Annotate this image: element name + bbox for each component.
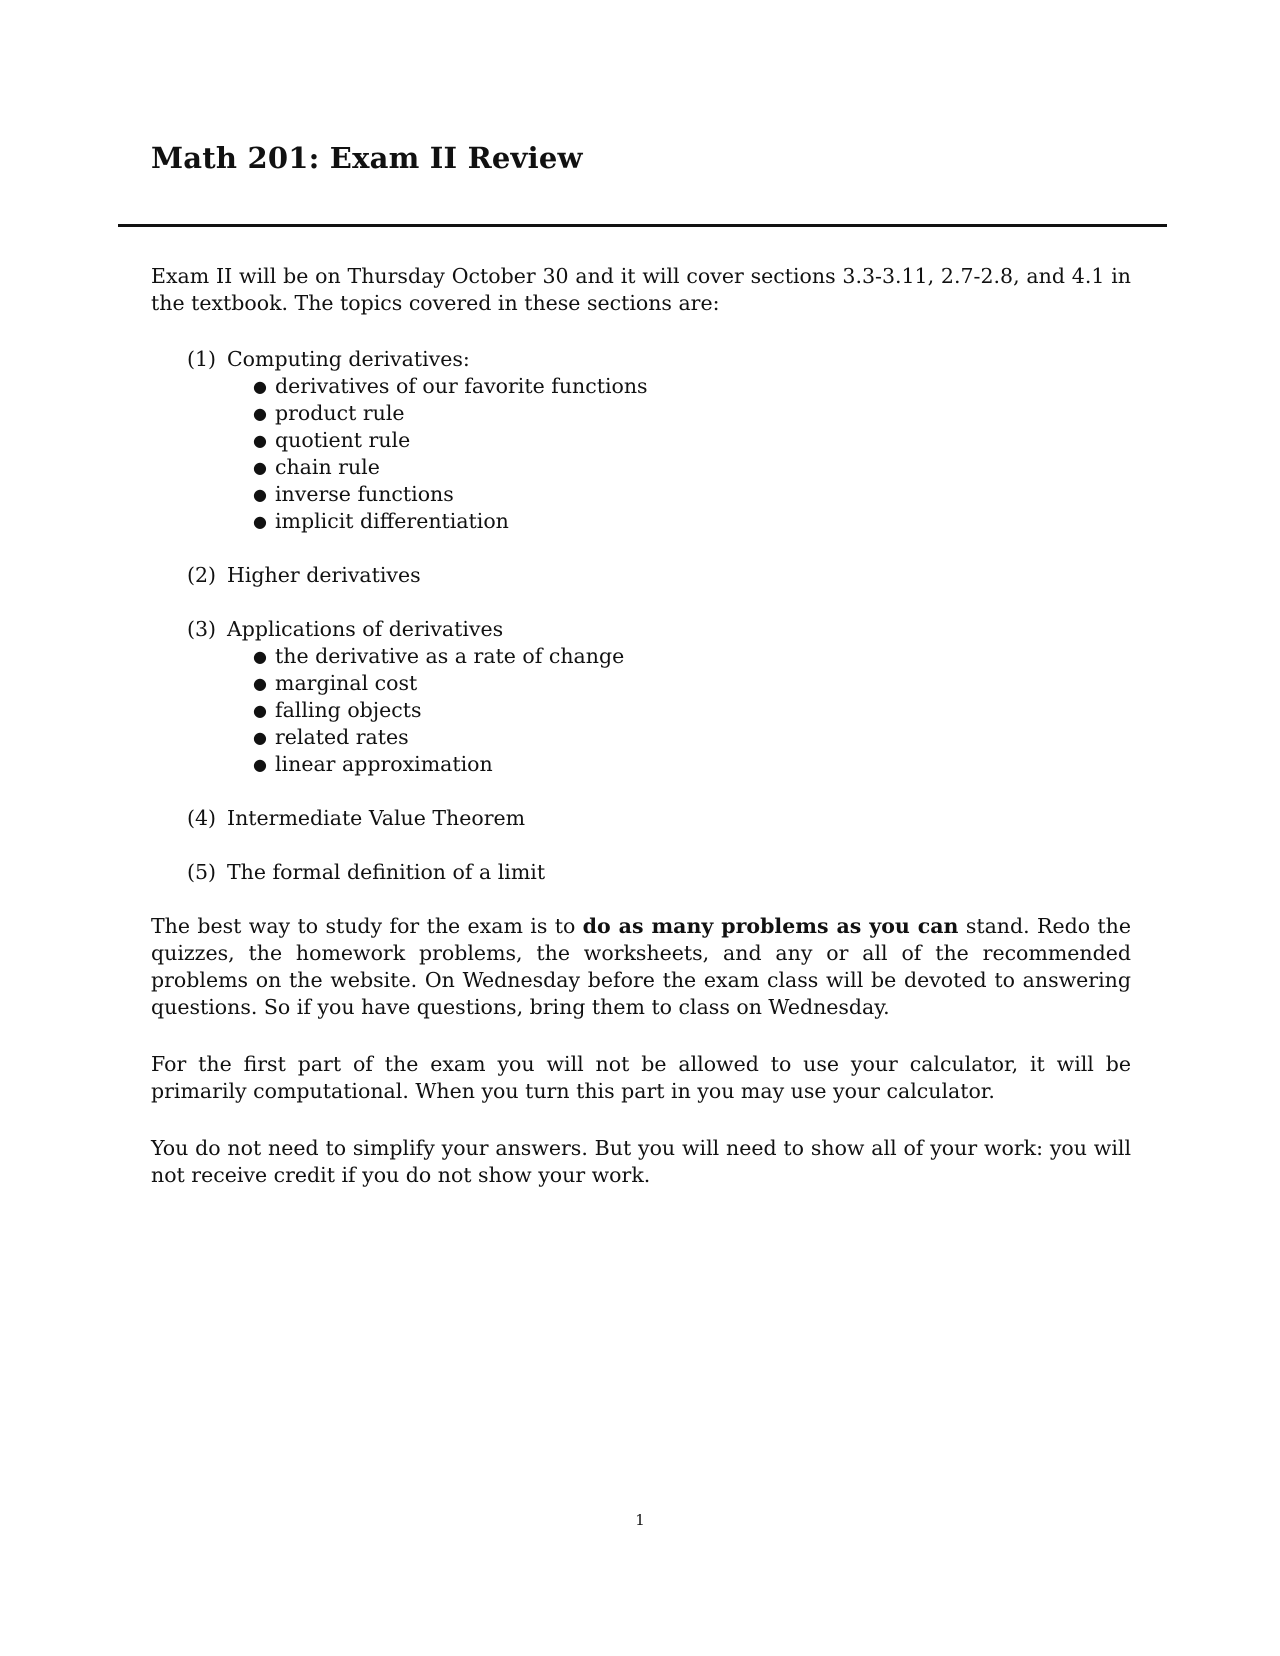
bullet-icon: ● <box>253 647 267 666</box>
emphasis-text: do as many problems as you can <box>582 914 959 938</box>
subtopic-item: ● linear approximation <box>253 752 493 776</box>
topic-number: (5) <box>187 860 217 884</box>
calculator-paragraph: For the first part of the exam you will not be allowed to use your calculator, it will be primarily computational. When you turn this part in you may use your calculator. <box>151 1052 1131 1103</box>
topic-item <box>187 805 1131 832</box>
topic-label: Higher derivatives <box>227 563 421 587</box>
topic-label: The formal definition of a limit <box>227 860 546 884</box>
work-paragraph: You do not need to simplify your answers. But you will need to show all of your work: you will not receive credit if you do not show your work. <box>151 1136 1131 1187</box>
bullet-icon: ● <box>253 458 267 477</box>
subtopic-item: ● quotient rule <box>253 428 411 452</box>
topic-number: (4) <box>187 806 217 830</box>
topic-label: Applications of derivatives <box>227 617 504 641</box>
document-title: Math 201: Exam II Review <box>151 141 583 175</box>
title-rule <box>118 224 1167 227</box>
topic-label: Intermediate Value Theorem <box>227 806 526 830</box>
bullet-icon: ● <box>253 674 267 693</box>
subtopic-item: ● product rule <box>253 401 405 425</box>
study-paragraph: The best way to study for the exam is to do as many problems as you can stand. Redo the quizzes, the homework problems, the worksheets, and any or all of the recommended problems on the website. On Wednesday before the exam class will be devoted to answering questions. So if you have questions, bring them to class on Wednesday. <box>151 914 1131 1019</box>
page-number: 1 <box>635 1511 645 1529</box>
bullet-icon: ● <box>253 512 267 531</box>
subtopic-item: ● inverse functions <box>253 482 454 506</box>
bullet-icon: ● <box>253 755 267 774</box>
subtopic-list <box>253 643 1131 778</box>
bullet-icon: ● <box>253 377 267 396</box>
subtopic-item: ● chain rule <box>253 455 380 479</box>
subtopic-list <box>253 373 1131 535</box>
bullet-icon: ● <box>253 431 267 450</box>
bullet-icon: ● <box>253 404 267 423</box>
subtopic-item: ● the derivative as a rate of change <box>253 644 625 668</box>
topic-number: (1) <box>187 347 217 371</box>
bullet-icon: ● <box>253 728 267 747</box>
topic-item <box>187 346 1131 535</box>
intro-paragraph: Exam II will be on Thursday October 30 and it will cover sections 3.3-3.11, 2.7-2.8, and 4.1 in the textbook. The topics covered in these sections are: <box>151 264 1131 315</box>
subtopic-item: ● marginal cost <box>253 671 418 695</box>
subtopic-item: ● derivatives of our favorite functions <box>253 374 648 398</box>
topic-item <box>187 859 1131 886</box>
topic-number: (2) <box>187 563 217 587</box>
bullet-icon: ● <box>253 485 267 504</box>
subtopic-item: ● falling objects <box>253 698 422 722</box>
topic-label: Computing derivatives: <box>227 347 470 371</box>
topics-list <box>187 346 1131 886</box>
bullet-icon: ● <box>253 701 267 720</box>
document-body <box>151 263 1131 1189</box>
subtopic-item: ● implicit differentiation <box>253 509 509 533</box>
subtopic-item: ● related rates <box>253 725 409 749</box>
topic-item <box>187 562 1131 589</box>
topic-number: (3) <box>187 617 217 641</box>
topic-item <box>187 616 1131 778</box>
